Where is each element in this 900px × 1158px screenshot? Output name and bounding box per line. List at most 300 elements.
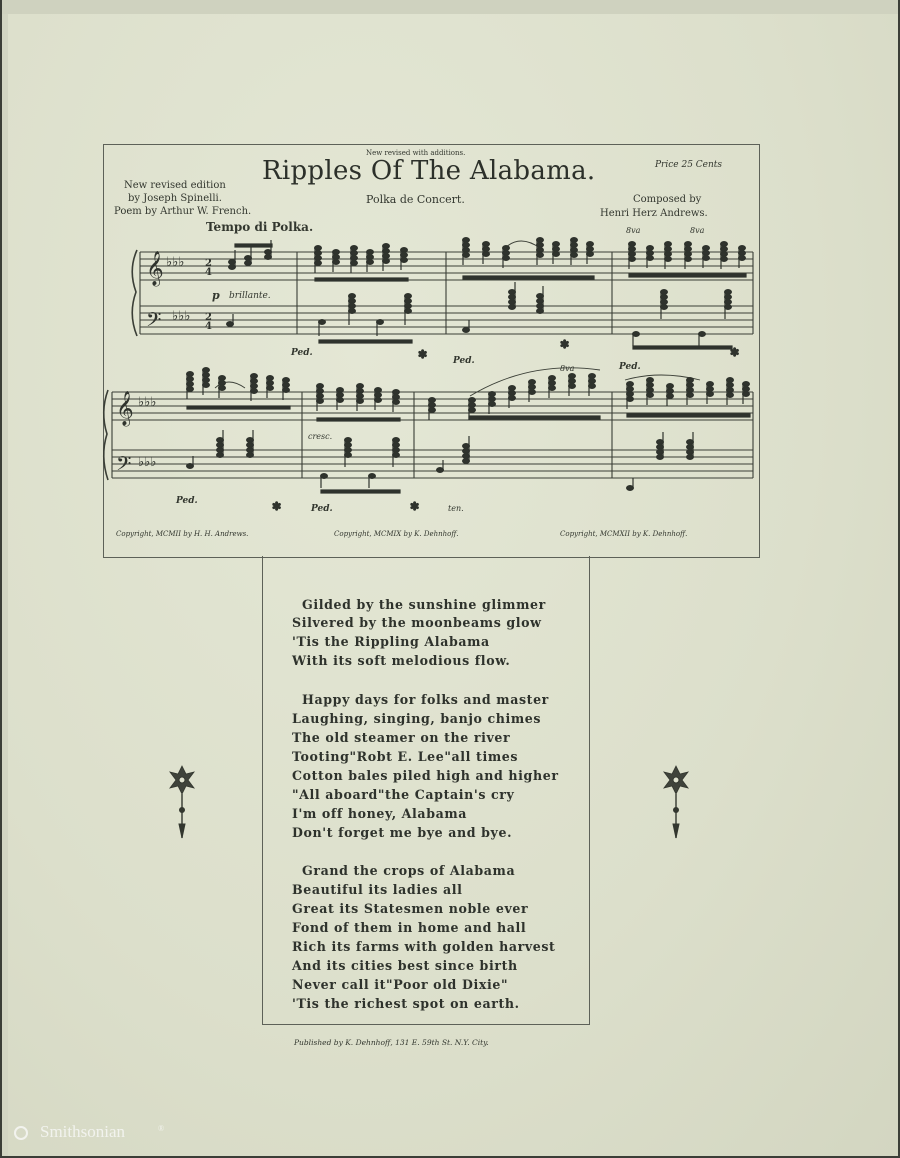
note-head — [657, 440, 664, 445]
note-head — [405, 304, 412, 309]
note-head — [489, 402, 496, 407]
note-head — [509, 305, 516, 310]
note-head — [405, 299, 412, 304]
note-head — [393, 390, 400, 395]
note-head — [647, 378, 654, 383]
note-head — [739, 251, 746, 256]
note-head — [503, 256, 510, 261]
smithsonian-logo-icon — [14, 1126, 28, 1140]
note-head — [687, 383, 694, 388]
note-head — [647, 246, 654, 251]
note-head — [503, 246, 510, 251]
note-beam — [321, 490, 400, 493]
note-head — [687, 455, 694, 460]
ornament-left-icon — [162, 760, 202, 850]
svg-text:𝄢: 𝄢 — [146, 308, 162, 336]
note-head — [665, 252, 672, 257]
note-head — [383, 254, 390, 259]
note-head — [245, 256, 252, 261]
note-head — [203, 373, 210, 378]
note-head — [509, 290, 516, 295]
note-head — [349, 304, 356, 309]
note-head — [657, 455, 664, 460]
svg-text:𝄞: 𝄞 — [116, 391, 134, 426]
note-head — [483, 252, 490, 257]
note-head — [725, 290, 732, 295]
note-head — [569, 374, 576, 379]
note-head — [345, 453, 352, 458]
note-head — [721, 252, 728, 257]
note-head — [633, 332, 640, 337]
note-head — [687, 378, 694, 383]
note-head — [187, 464, 194, 469]
note-head — [589, 384, 596, 389]
poem-line: With its soft melodious flow. — [292, 653, 511, 668]
note-head — [483, 242, 490, 247]
note-head — [587, 242, 594, 247]
note-head — [627, 387, 634, 392]
note-head — [229, 265, 236, 270]
note-head — [537, 309, 544, 314]
note-head — [703, 251, 710, 256]
note-head — [251, 389, 258, 394]
note-head — [647, 256, 654, 261]
note-head — [247, 443, 254, 448]
note-head — [721, 257, 728, 262]
note-head — [405, 294, 412, 299]
note-head — [227, 322, 234, 327]
note-head — [587, 247, 594, 252]
svg-text:♭♭♭: ♭♭♭ — [138, 455, 157, 470]
note-head — [219, 386, 226, 391]
note-head — [529, 390, 536, 395]
note-head — [727, 393, 734, 398]
note-head — [589, 374, 596, 379]
note-head — [489, 397, 496, 402]
note-head — [251, 379, 258, 384]
note-head — [721, 247, 728, 252]
note-head — [217, 448, 224, 453]
note-head — [383, 259, 390, 264]
note-head — [707, 382, 714, 387]
copyright-3: Copyright, MCMXII by K. Dehnhoff. — [560, 530, 688, 538]
note-head — [187, 387, 194, 392]
note-head — [469, 408, 476, 413]
pedal-release-icon: ✻ — [418, 348, 428, 361]
poem-line: Silvered by the moonbeams glow — [292, 615, 542, 630]
note-head — [629, 252, 636, 257]
pedal-release-icon: ✻ — [560, 338, 570, 351]
note-head — [685, 247, 692, 252]
note-head — [687, 450, 694, 455]
note-head — [665, 247, 672, 252]
note-head — [509, 300, 516, 305]
copyright-2: Copyright, MCMIX by K. Dehnhoff. — [334, 530, 459, 538]
poem-line: The old steamer on the river — [292, 730, 511, 745]
note-head — [217, 438, 224, 443]
note-head — [725, 305, 732, 310]
note-head — [337, 393, 344, 398]
note-head — [267, 381, 274, 386]
note-head — [687, 445, 694, 450]
note-head — [337, 388, 344, 393]
poem-line: Gilded by the sunshine glimmer — [302, 597, 546, 612]
note-head — [351, 256, 358, 261]
note-beam — [463, 276, 594, 279]
note-head — [627, 392, 634, 397]
pedal-mark: Ped. — [311, 504, 333, 514]
note-head — [251, 374, 258, 379]
note-head — [317, 399, 324, 404]
note-head — [219, 381, 226, 386]
note-head — [537, 238, 544, 243]
note-beam — [315, 278, 408, 281]
note-head — [357, 384, 364, 389]
poem-line: Never call it"Poor old Dixie" — [292, 977, 509, 992]
note-head — [553, 247, 560, 252]
note-head — [333, 260, 340, 265]
ottava-mark: 8va — [690, 226, 705, 235]
pedal-mark: Ped. — [453, 356, 475, 366]
ottava-mark: 8va — [626, 226, 641, 235]
note-head — [203, 378, 210, 383]
note-beam — [469, 416, 600, 419]
note-head — [337, 398, 344, 403]
note-head — [469, 403, 476, 408]
note-head — [699, 332, 706, 337]
note-head — [351, 246, 358, 251]
note-head — [317, 384, 324, 389]
note-head — [743, 387, 750, 392]
poem-line: And its cities best since birth — [292, 958, 518, 973]
note-head — [665, 257, 672, 262]
note-head — [265, 255, 272, 260]
svg-text:𝄞: 𝄞 — [146, 251, 164, 286]
note-head — [315, 251, 322, 256]
note-head — [707, 387, 714, 392]
note-head — [667, 389, 674, 394]
note-head — [629, 242, 636, 247]
note-head — [351, 251, 358, 256]
note-head — [739, 256, 746, 261]
note-head — [647, 388, 654, 393]
note-head — [349, 299, 356, 304]
note-head — [463, 454, 470, 459]
note-head — [463, 243, 470, 248]
note-head — [393, 453, 400, 458]
note-head — [315, 246, 322, 251]
pedal-mark: Ped. — [176, 496, 198, 506]
poem-line: Don't forget me bye and bye. — [292, 825, 513, 840]
note-head — [267, 376, 274, 381]
note-head — [707, 392, 714, 397]
ornament-right-icon — [656, 760, 696, 850]
note-head — [549, 381, 556, 386]
note-head — [685, 252, 692, 257]
note-head — [267, 386, 274, 391]
note-head — [393, 438, 400, 443]
note-head — [661, 305, 668, 310]
note-head — [463, 253, 470, 258]
note-head — [537, 294, 544, 299]
note-head — [469, 398, 476, 403]
note-head — [627, 486, 634, 491]
page-title: Ripples Of The Alabama. — [262, 156, 596, 186]
edition-line-1: New revised edition — [124, 180, 226, 191]
svg-text:4: 4 — [205, 321, 212, 332]
svg-text:𝄢: 𝄢 — [116, 452, 132, 480]
note-head — [627, 382, 634, 387]
copyright-1: Copyright, MCMII by H. H. Andrews. — [116, 530, 249, 538]
note-beam — [629, 274, 746, 277]
poem-line: "All aboard"the Captain's cry — [292, 787, 515, 802]
tempo-marking: Tempo di Polka. — [206, 220, 314, 234]
note-head — [509, 295, 516, 300]
svg-text:♭♭♭: ♭♭♭ — [172, 309, 191, 324]
note-beam — [317, 418, 400, 421]
note-head — [509, 386, 516, 391]
note-head — [703, 256, 710, 261]
subtitle: Polka de Concert. — [366, 193, 465, 206]
note-head — [283, 388, 290, 393]
note-head — [537, 253, 544, 258]
note-head — [537, 248, 544, 253]
poem-line: 'Tis the richest spot on earth. — [292, 996, 520, 1011]
note-head — [571, 248, 578, 253]
note-head — [377, 320, 384, 325]
poem-line: Fond of them in home and hall — [292, 920, 527, 935]
note-head — [725, 300, 732, 305]
note-head — [667, 384, 674, 389]
note-head — [463, 248, 470, 253]
revision-note: New revised with additions. — [366, 149, 466, 157]
note-head — [569, 384, 576, 389]
note-head — [217, 443, 224, 448]
poem-line: Grand the crops of Alabama — [302, 863, 516, 878]
note-head — [319, 320, 326, 325]
note-head — [401, 258, 408, 263]
note-head — [553, 252, 560, 257]
note-head — [647, 393, 654, 398]
note-head — [187, 382, 194, 387]
note-head — [627, 397, 634, 402]
poem-line: Happy days for folks and master — [302, 692, 549, 707]
note-head — [345, 448, 352, 453]
publisher-line: Published by K. Dehnhoff, 131 E. 59th St. N.Y. City. — [294, 1038, 489, 1047]
note-head — [685, 242, 692, 247]
svg-text:4: 4 — [205, 267, 212, 278]
ottava-mark: 8va — [560, 364, 575, 373]
note-head — [537, 304, 544, 309]
note-head — [375, 393, 382, 398]
note-head — [369, 474, 376, 479]
note-head — [667, 394, 674, 399]
poem-credit: Poem by Arthur W. French. — [114, 206, 252, 217]
crescendo-mark: cresc. — [308, 432, 333, 441]
note-head — [405, 309, 412, 314]
registered-mark: ® — [158, 1124, 165, 1133]
note-head — [657, 445, 664, 450]
note-head — [727, 388, 734, 393]
note-head — [333, 255, 340, 260]
note-head — [317, 394, 324, 399]
note-head — [489, 392, 496, 397]
tenuto-mark: ten. — [448, 504, 464, 513]
note-head — [383, 244, 390, 249]
note-head — [401, 253, 408, 258]
note-head — [393, 400, 400, 405]
note-head — [219, 376, 226, 381]
note-head — [587, 252, 594, 257]
note-head — [375, 398, 382, 403]
note-head — [647, 383, 654, 388]
composer-line-1: Composed by — [633, 194, 702, 205]
poem-line: Rich its farms with golden harvest — [292, 939, 556, 954]
note-head — [687, 388, 694, 393]
smithsonian-watermark: Smithsonian — [40, 1122, 126, 1141]
note-head — [333, 250, 340, 255]
svg-text:♭♭♭: ♭♭♭ — [138, 395, 157, 410]
note-head — [317, 389, 324, 394]
note-head — [351, 261, 358, 266]
note-head — [537, 243, 544, 248]
poem-line: Laughing, singing, banjo chimes — [292, 711, 542, 726]
note-head — [229, 260, 236, 265]
note-head — [571, 243, 578, 248]
price-label: Price 25 Cents — [655, 160, 723, 170]
note-head — [357, 389, 364, 394]
edition-line-2: by Joseph Spinelli. — [128, 193, 222, 204]
note-head — [529, 380, 536, 385]
poem-line: Great its Statesmen noble ever — [292, 901, 529, 916]
note-head — [553, 242, 560, 247]
note-head — [393, 448, 400, 453]
note-head — [245, 261, 252, 266]
note-head — [739, 246, 746, 251]
note-head — [429, 398, 436, 403]
note-head — [247, 438, 254, 443]
note-head — [571, 253, 578, 258]
note-head — [589, 379, 596, 384]
poem-line: Cotton bales piled high and higher — [292, 768, 559, 783]
note-head — [743, 392, 750, 397]
note-head — [721, 242, 728, 247]
note-head — [463, 449, 470, 454]
note-head — [661, 300, 668, 305]
note-head — [661, 290, 668, 295]
note-head — [509, 396, 516, 401]
note-head — [187, 377, 194, 382]
note-head — [429, 408, 436, 413]
note-head — [665, 242, 672, 247]
note-head — [483, 247, 490, 252]
note-head — [187, 372, 194, 377]
poem-line: 'Tis the Rippling Alabama — [292, 634, 490, 649]
pedal-mark: Ped. — [291, 348, 313, 358]
note-head — [345, 438, 352, 443]
note-head — [393, 395, 400, 400]
note-head — [463, 459, 470, 464]
note-head — [687, 393, 694, 398]
note-head — [571, 238, 578, 243]
note-head — [357, 394, 364, 399]
note-beam — [187, 406, 290, 409]
composer-line-2: Henri Herz Andrews. — [600, 208, 708, 219]
note-head — [657, 450, 664, 455]
poem-line: Tooting"Robt E. Lee"all times — [292, 749, 519, 764]
note-head — [647, 251, 654, 256]
note-head — [463, 444, 470, 449]
note-head — [393, 443, 400, 448]
svg-text:♭♭♭: ♭♭♭ — [166, 255, 185, 270]
pedal-mark: Ped. — [619, 362, 641, 372]
pedal-release-icon: ✻ — [730, 346, 740, 359]
note-head — [265, 250, 272, 255]
note-head — [251, 384, 258, 389]
note-head — [357, 399, 364, 404]
note-head — [503, 251, 510, 256]
poem-line: I'm off honey, Alabama — [292, 806, 468, 821]
note-head — [569, 379, 576, 384]
note-head — [549, 386, 556, 391]
note-head — [685, 257, 692, 262]
note-head — [321, 474, 328, 479]
note-beam — [633, 346, 732, 349]
note-head — [349, 294, 356, 299]
note-head — [367, 250, 374, 255]
note-head — [401, 248, 408, 253]
poem-line: Beautiful its ladies all — [292, 882, 463, 897]
note-head — [629, 247, 636, 252]
note-head — [529, 385, 536, 390]
note-head — [743, 382, 750, 387]
note-beam — [235, 244, 272, 247]
note-head — [463, 238, 470, 243]
note-head — [429, 403, 436, 408]
note-head — [283, 383, 290, 388]
note-head — [437, 468, 444, 473]
note-head — [727, 383, 734, 388]
note-head — [463, 328, 470, 333]
note-head — [537, 299, 544, 304]
pedal-release-icon: ✻ — [410, 500, 420, 513]
note-head — [349, 309, 356, 314]
note-head — [383, 249, 390, 254]
note-head — [315, 256, 322, 261]
note-head — [217, 453, 224, 458]
note-head — [203, 368, 210, 373]
note-head — [661, 295, 668, 300]
svg-text:2: 2 — [205, 312, 212, 323]
note-head — [727, 378, 734, 383]
note-head — [315, 261, 322, 266]
dynamic-mark: p — [212, 289, 220, 302]
note-beam — [627, 414, 750, 417]
note-head — [367, 255, 374, 260]
svg-text:2: 2 — [205, 258, 212, 269]
note-head — [687, 440, 694, 445]
note-head — [283, 378, 290, 383]
note-head — [509, 391, 516, 396]
note-head — [703, 246, 710, 251]
note-head — [203, 383, 210, 388]
note-head — [629, 257, 636, 262]
note-head — [247, 448, 254, 453]
note-head — [375, 388, 382, 393]
note-head — [549, 376, 556, 381]
note-head — [725, 295, 732, 300]
expression-mark: brillante. — [229, 291, 271, 301]
